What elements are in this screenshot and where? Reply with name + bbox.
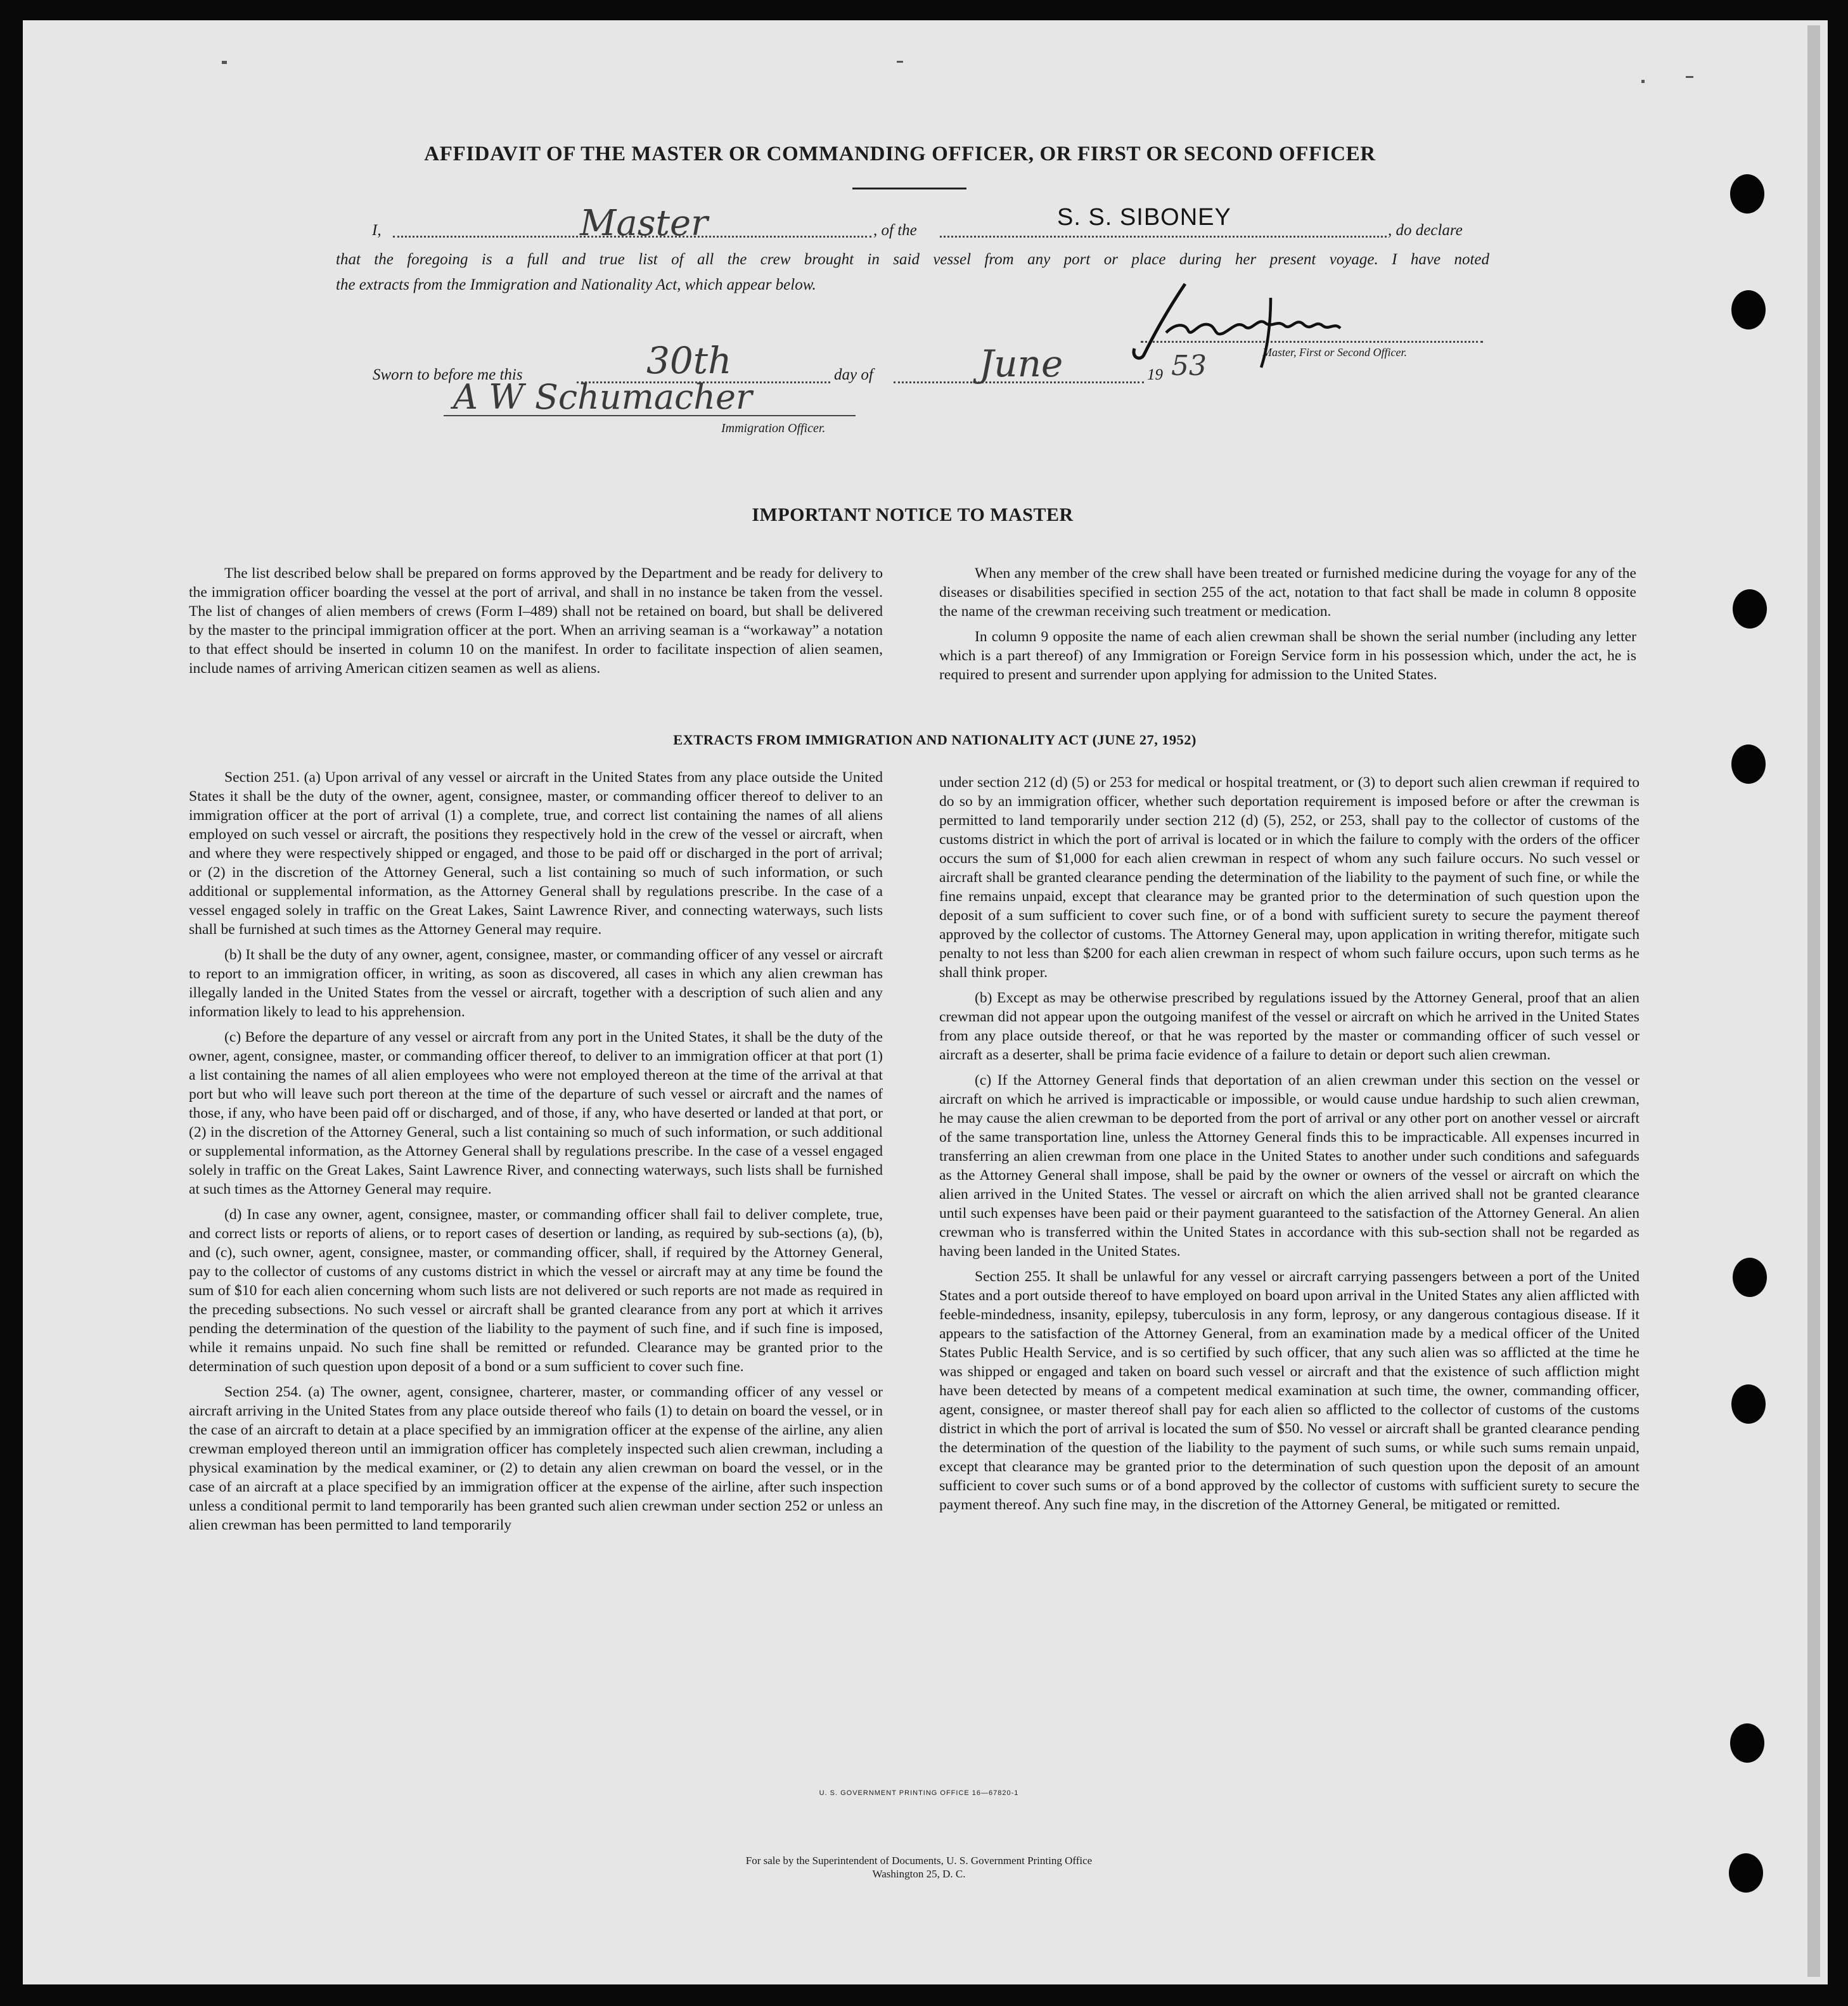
punch-hole [1731, 744, 1766, 784]
for-sale-line: For sale by the Superintendent of Documents, U. S. Government Printing Office [745, 1855, 1093, 1867]
sworn-day-handwriting: 30th [646, 339, 732, 382]
declarant-prefix: I, [372, 222, 382, 239]
punch-hole [1733, 1258, 1767, 1297]
day-of-label: day of [834, 366, 873, 383]
section-paragraph: (d) In case any owner, agent, consignee, master, or commanding officer shall fail to deliver complete, true, and correct lists or reports of aliens, or to report cases of desertion or landing, as required by sub-sections (a), (b), and (c), such owner, agent, consignee, master, or commanding officer, shall, if required by the Attorney General, pay to the collector of customs of any customs district in which the vessel or aircraft may at any time be found the sum of $10 for each alien concerning whom such lists are not delivered or such reports are not made as required in the preceding subsections. No such vessel or aircraft shall be granted clearance from any port at which it arrives pending the determination of the question of the liability to the payment of such fine, and if such fine is imposed, while it remains unpaid. No such fine shall be remitted or refunded. Clearance may be granted prior to the determination of such question upon deposit of a bond or a sum sufficient to cover such fine. [189, 1206, 883, 1375]
extracts-title: EXTRACTS FROM IMMIGRATION AND NATIONALITY ACT (JUNE 27, 1952) [673, 732, 1197, 748]
notice-left-column [189, 564, 883, 684]
notice-right-column [939, 564, 1636, 691]
section-paragraph: Section 251. (a) Upon arrival of any vessel or aircraft in the United States from any place outside the United States it shall be the duty of the owner, agent, consignee, master, or commanding officer thereof to deliver to an immigration officer at the port of arrival (1) a complete, true, and correct list containing the names of all aliens employed on such vessel or aircraft, the positions they respectively hold in the crew of the vessel or aircraft, when and where they were respectively shipped or engaged, and those to be paid off or discharged in the port of arrival; or (2) in the discretion of the Attorney General, such a list containing so much of such information, or such additional or supplemental information, as the Attorney General shall by regulations prescribe. In the case of a vessel engaged solely in traffic on the Great Lakes, Saint Lawrence River, and connecting waterways, such lists shall be furnished at such times as the Attorney General may require. [189, 769, 883, 938]
declaration-statement-2: the extracts from the Immigration and Nationality Act, which appear below. [336, 276, 816, 293]
page-edge [1807, 25, 1820, 1977]
declarant-handwriting: Master [580, 203, 708, 244]
for-sale-notice [539, 1854, 1299, 1881]
printing-office-line: U. S. GOVERNMENT PRINTING OFFICE 16—67820-1 [819, 1789, 1019, 1797]
declaration-statement-1: that the foregoing is a full and true list of all the crew brought in said vessel from any port or place during her present voyage. I have noted [336, 251, 1489, 268]
section-paragraph: Section 254. (a) The owner, agent, consignee, charterer, master, or commanding officer of any vessel or aircraft arriving in the United States from any place outside thereof who fails (1) to detain on board the vessel, or in the case of an aircraft to detain at a place specified by an immigration officer at the expense of the airline, any alien crewman employed thereon until an immigration officer has completely inspected such alien crewman, including a physical examination by the medical examiner, or (2) to detain any alien crewman on board the vessel, or in the case of an aircraft at a place specified by an immigration officer at the expense of the airline, after such inspection unless a conditional permit to land temporarily has been granted such alien crewman under section 252 or unless an alien crewman has been permitted to land temporarily [189, 1384, 883, 1533]
punch-hole [1730, 174, 1764, 214]
year-prefix: 19 [1147, 366, 1163, 383]
extracts-right-column [939, 773, 1639, 1521]
punch-hole [1729, 1853, 1763, 1893]
master-caption: Master, First or Second Officer. [1262, 346, 1407, 359]
sworn-month-handwriting: June [979, 342, 1063, 385]
do-declare-label: , do declare [1388, 222, 1463, 239]
punch-hole [1733, 589, 1767, 629]
year-handwriting: 53 [1171, 350, 1207, 382]
vessel-blank [940, 236, 1387, 238]
sworn-label: Sworn to before me this [373, 366, 523, 383]
scan-speck [1686, 76, 1693, 78]
scan-speck [1641, 80, 1645, 83]
title-divider [852, 188, 966, 189]
punch-hole [1730, 1723, 1764, 1763]
affidavit-title: AFFIDAVIT OF THE MASTER OR COMMANDING OFFICER, OR FIRST OR SECOND OFFICER [424, 143, 1376, 165]
officer-signature-blank [444, 415, 856, 416]
section-paragraph: (b) It shall be the duty of any owner, agent, consignee, master, or commanding officer of any vessel or aircraft to report to an immigration officer, in writing, as soon as discovered, all cases in which any alien crewman has illegally landed in the United States from the vessel or aircraft, together with a description of such alien and any information likely to lead to his apprehension. [189, 947, 883, 1020]
notice-paragraph: The list described below shall be prepared on forms approved by the Department and be ready for delivery to the immigration officer boarding the vessel at the port of arrival, and shall in no instance be taken from the vessel. The list of changes of alien members of crews (Form I–489) shall not be retained on board, but shall be delivered by the master to the principal immigration officer at the port. When an arriving seaman is a “workaway” a notation to that effect should be inserted in column 10 on the manifest. In order to facilitate inspection of alien seamen, include names of arriving American citizen seamen as well as aliens. [189, 565, 883, 677]
section-paragraph: Section 255. It shall be unlawful for any vessel or aircraft carrying passengers between a port of the United States and a port outside thereof to have employed on board upon arrival in the United States any alien afflicted with feeble-mindedness, insanity, epilepsy, tuberculosis in any form, leprosy, or any dangerous contagious disease. If it appears to the satisfaction of the Attorney General, from an examination made by a medical officer of the United States Public Health Service, and is so certified by such officer, that any such alien was so afflicted at the time he was shipped or engaged and taken on board such vessel or aircraft and that the existence of such affliction might have been detected by means of a competent medical examination at such time, the owner, commanding officer, agent, consignee, or master thereof shall pay for each alien so afflicted to the collector of customs of the customs district in which the port of arrival is located the sum of $50. No vessel or aircraft shall be granted clearance pending the determination of the question of the liability to the payment of such sums, or while such sums remain unpaid, except that clearance may be granted prior to the determination of such question upon the deposit of an amount sufficient to cover such sums or of a bond approved by the collector of customs with sufficient surety to secure the payment thereof. Any such fine may, in the discretion of the Attorney General, be mitigated or remitted. [939, 1268, 1639, 1513]
of-the-label: , of the [873, 222, 917, 239]
punch-hole [1731, 1384, 1766, 1424]
notice-paragraph: When any member of the crew shall have been treated or furnished medicine during the voyage for any of the diseases or disabilities specified in section 255 of the act, notation to that fact shall be made in column 8 opposite the name of the crewman receiving such treatment or medication. [939, 565, 1636, 620]
section-paragraph: (c) Before the departure of any vessel or aircraft from any port in the United States, it shall be the duty of the owner, agent, consignee, master, or commanding officer thereof, to deliver to an immigration officer at that port (1) a list containing the names of all alien employees who were not employed thereon at the time of the arrival at that port but who will leave such port thereon at the time of the departure of such vessel or aircraft and the names of those, if any, who have been paid off or discharged, and of those, if any, who have deserted or landed at that port, or (2) in the discretion of the Attorney General, such a list containing so much of such information, or such additional or supplemental information, as the Attorney General shall by regulations prescribe. In the case of a vessel engaged solely in traffic on the Great Lakes, Saint Lawrence River, and connecting waterways, such lists shall be furnished at such times as the Attorney General may require. [189, 1029, 883, 1198]
extracts-left-column [189, 768, 883, 1541]
officer-caption: Immigration Officer. [721, 421, 826, 435]
for-sale-line: Washington 25, D. C. [872, 1868, 966, 1880]
notice-title: IMPORTANT NOTICE TO MASTER [752, 504, 1074, 525]
punch-hole [1731, 290, 1766, 329]
scan-speck [897, 61, 903, 63]
scan-speck [222, 61, 227, 64]
section-paragraph: (b) Except as may be otherwise prescribed by regulations issued by the Attorney General, proof that an alien crewman did not appear upon the outgoing manifest of the vessel or aircraft on which he arrived in the United States from any place outside thereof, or that he was reported by the master or commanding officer of such vessel or aircraft as a deserter, shall be prima facie evidence of a failure to detain or deport such alien crewman. [939, 990, 1639, 1063]
officer-signature: A W Schumacher [453, 377, 752, 417]
section-paragraph: (c) If the Attorney General finds that deportation of an alien crewman under this section on the vessel or aircraft on which he arrived is impracticable or impossible, or would cause undue hardship to such alien crewman, he may cause the alien crewman to be deported from the port of arrival or any other port on another vessel or aircraft of the same transportation line, unless the Attorney General finds this to be impracticable. All expenses incurred in transferring an alien crewman from one place in the United States to another under such conditions and safeguards as the Attorney General shall impose, shall be paid by the owner or owners of the vessel or aircraft on which the alien arrived in the United States. The vessel or aircraft on which the alien arrived shall not be granted clearance until such expenses have been paid or their payment guaranteed to the satisfaction of the Attorney General. An alien crewman who is transferred within the United States in accordance with this sub-section shall not be regarded as having been landed in the United States. [939, 1072, 1639, 1260]
vessel-name: S. S. SIBONEY [1057, 204, 1231, 231]
master-signature [1125, 279, 1391, 374]
notice-paragraph: In column 9 opposite the name of each alien crewman shall be shown the serial number (including any letter which is a part thereof) of any Immigration or Foreign Service form in his possession which, under the act, he is required to present and surrender upon applying for admission to the United States. [939, 629, 1636, 683]
section-paragraph: under section 212 (d) (5) or 253 for medical or hospital treatment, or (3) to deport such alien crewman if required to do so by an immigration officer, whether such deportation requirement is imposed before or after the crewman is permitted to land temporarily under section 212 (d) (5), 252, or 253, shall pay to the collector of customs of the customs district in which the port of arrival is located or in which the failure to comply with the orders of the officer occurs the sum of $1,000 for each alien crewman in respect of whom any such failure occurs. No such vessel or aircraft shall be granted clearance pending the determination of the liability to the payment of such fine, or while the fine remains unpaid, except that clearance may be granted prior to the determination of such question upon the deposit of a sum sufficient to cover such fine, or of a bond with sufficient surety to secure the payment thereof approved by the collector of customs. The Attorney General may, upon application in writing therefor, mitigate such penalty to not less than $200 for each alien crewman in respect of whom such failure occurs, upon such terms as he shall think proper. [939, 774, 1639, 981]
